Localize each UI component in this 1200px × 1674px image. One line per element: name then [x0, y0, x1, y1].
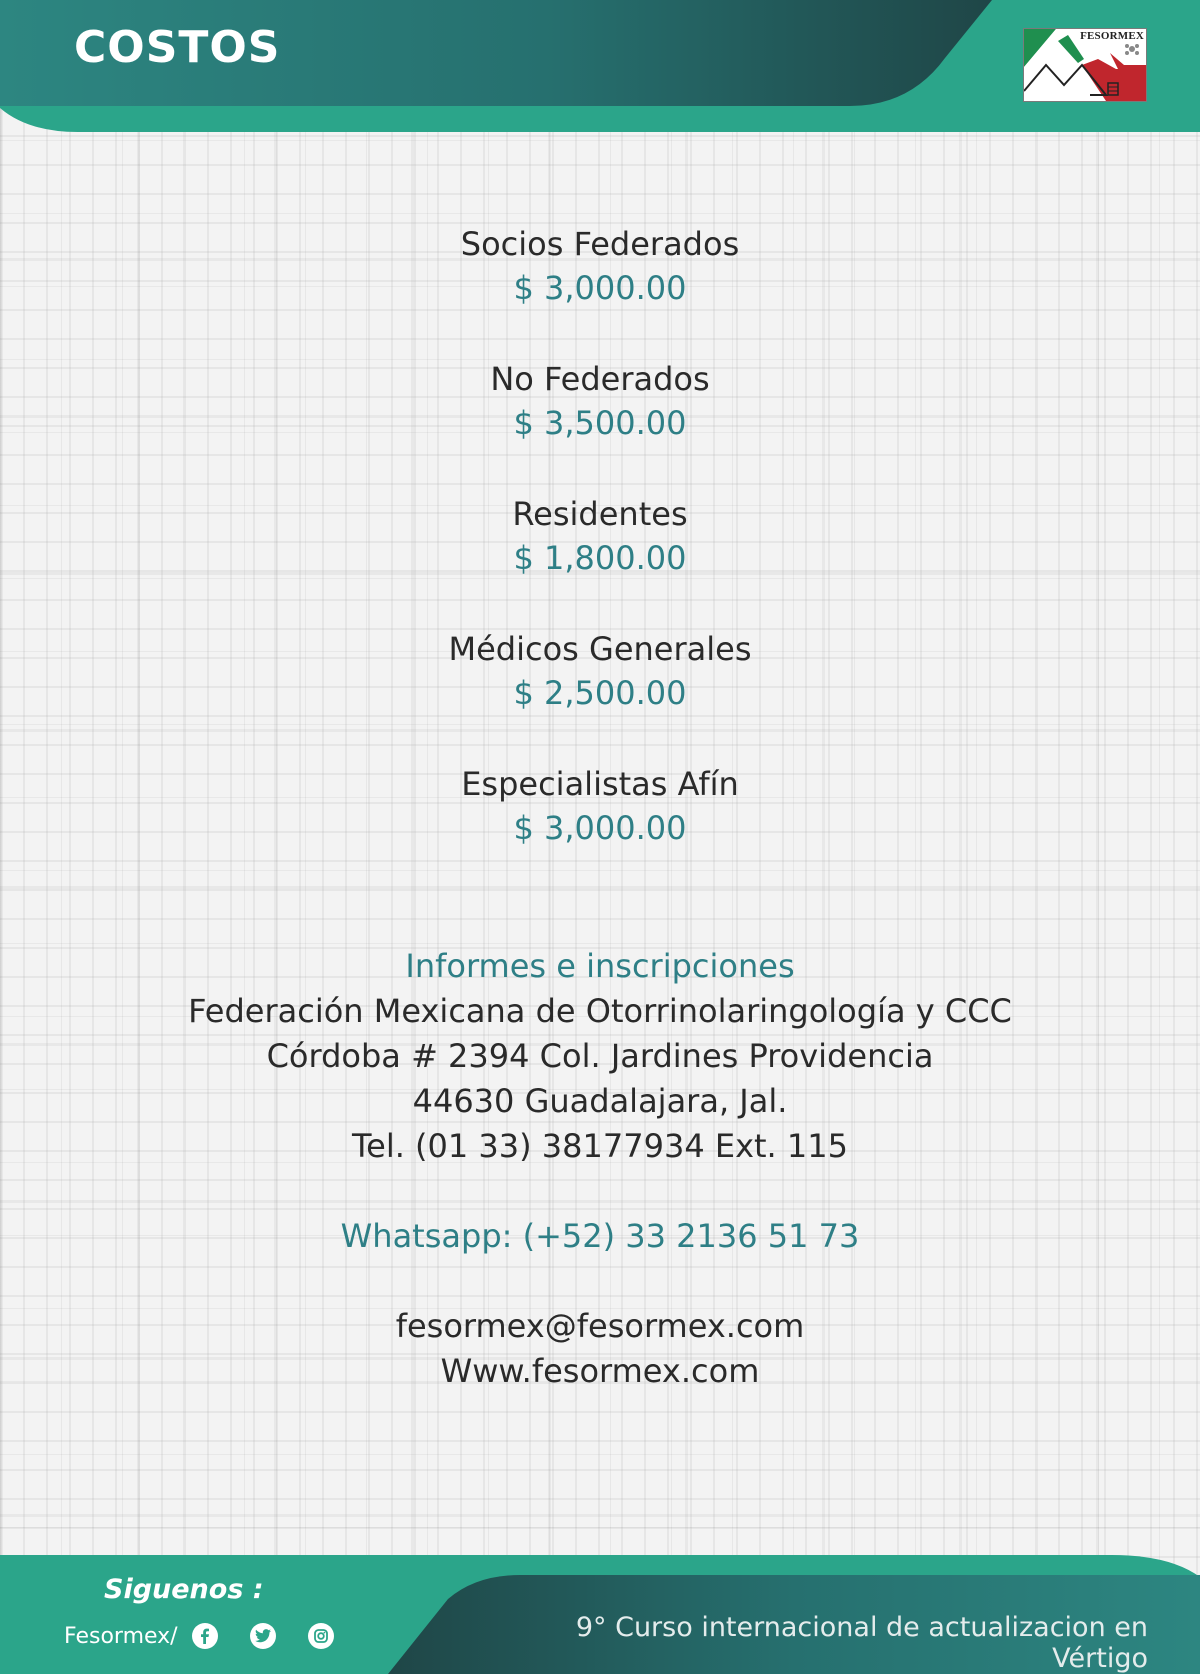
- follow-label: Siguenos :: [104, 1574, 264, 1605]
- organization-name: Federación Mexicana de Otorrinolaringología y CCC: [188, 992, 1012, 1030]
- price-value: $ 3,000.00: [513, 809, 687, 847]
- instagram-icon[interactable]: [308, 1623, 334, 1649]
- phone-number: Tel. (01 33) 38177934 Ext. 115: [352, 1127, 848, 1165]
- contact-heading: Informes e inscripciones: [405, 947, 795, 985]
- price-list: [0, 222, 1200, 897]
- fesormex-logo: [1023, 28, 1147, 102]
- facebook-icon[interactable]: [192, 1623, 218, 1649]
- email-link[interactable]: fesormex@fesormex.com: [395, 1307, 805, 1345]
- whatsapp-number: Whatsapp: (+52) 33 2136 51 73: [340, 1217, 860, 1255]
- logo-text: FESORMEX: [1080, 30, 1144, 42]
- address-line-2: 44630 Guadalajara, Jal.: [412, 1082, 788, 1120]
- price-value: $ 3,500.00: [513, 404, 687, 442]
- price-label: Socios Federados: [460, 225, 740, 263]
- course-title: 9° Curso internacional de actualizacion en Vértigo: [575, 1612, 1148, 1674]
- spacer: [0, 1169, 1200, 1214]
- price-label: Especialistas Afín: [461, 765, 739, 803]
- price-label: Residentes: [512, 495, 688, 533]
- address-line-1: Córdoba # 2394 Col. Jardines Providencia: [266, 1037, 934, 1075]
- social-links: [64, 1620, 366, 1652]
- website-link[interactable]: Www.fesormex.com: [440, 1352, 760, 1390]
- price-item: [0, 627, 1200, 762]
- price-item: [0, 492, 1200, 627]
- price-label: Médicos Generales: [448, 630, 752, 668]
- contact-section: [0, 944, 1200, 1394]
- price-item: [0, 222, 1200, 357]
- price-value: $ 3,000.00: [513, 269, 687, 307]
- price-label: No Federados: [490, 360, 710, 398]
- price-item: [0, 357, 1200, 492]
- price-value: $ 2,500.00: [513, 674, 687, 712]
- twitter-icon[interactable]: [250, 1623, 276, 1649]
- page-title: COSTOS: [74, 22, 281, 73]
- spacer: [0, 1259, 1200, 1304]
- social-handle: Fesormex/: [64, 1623, 178, 1649]
- price-value: $ 1,800.00: [513, 539, 687, 577]
- price-item: [0, 762, 1200, 897]
